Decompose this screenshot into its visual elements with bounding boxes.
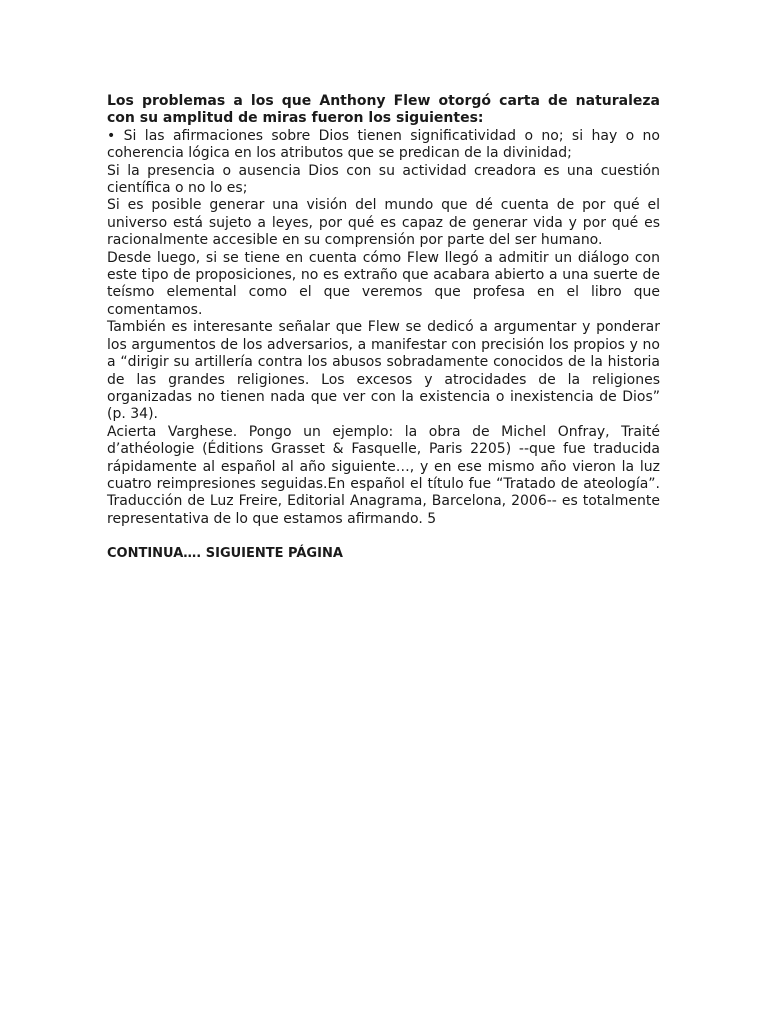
document-page (107, 93, 660, 562)
document-heading: Los problemas a los que Anthony Flew otorgó carta de naturaleza con su amplitud de miras fueron los siguientes: (107, 93, 660, 127)
paragraph-arguments: También es interesante señalar que Flew se dedicó a argumentar y ponderar los argumentos de los adversarios, a manifestar con precisión los propios y no a “dirigir su artillería contra los abusos sobradamente conocidos de la historia de las grandes religiones. Los excesos y atrocidades de la religiones organizadas no tienen nada que ver con la existencia o inexistencia de Dios” (p. 34). (107, 319, 660, 423)
paragraph-worldview: Si es posible generar una visión del mundo que dé cuenta de por qué el universo está sujeto a leyes, por qué es capaz de generar vida y por qué es racionalmente accesible en su comprensión por parte del ser humano. (107, 197, 660, 249)
continue-next-page-label: CONTINUA…. SIGUIENTE PÁGINA (107, 546, 343, 562)
paragraph-varghese: Acierta Varghese. Pongo un ejemplo: la obra de Michel Onfray, Traité d’athéologie (Éditions Grasset & Fasquelle, Paris 2205) --que fue traducida rápidamente al español al año siguiente…, y en ese mismo año vieron la luz cuatro reimpresiones seguidas.En español el título fue “Tratado de ateología”. Traducción de Luz Freire, Editorial Anagrama, Barcelona, 2006-- es totalmente representativa de lo que estamos afirmando. 5 (107, 423, 660, 527)
paragraph-bullet-significance: • Si las afirmaciones sobre Dios tienen significatividad o no; si hay o no coherencia lógica en los atributos que se predican de la divinidad; (107, 127, 660, 162)
paragraph-scientific-question: Si la presencia o ausencia Dios con su actividad creadora es una cuestión científica o no lo es; (107, 162, 660, 197)
paragraph-dialogue: Desde luego, si se tiene en cuenta cómo Flew llegó a admitir un diálogo con este tipo de proposiciones, no es extraño que acabara abierto a una suerte de teísmo elemental como el que veremos que profesa en el libro que comentamos. (107, 249, 660, 318)
